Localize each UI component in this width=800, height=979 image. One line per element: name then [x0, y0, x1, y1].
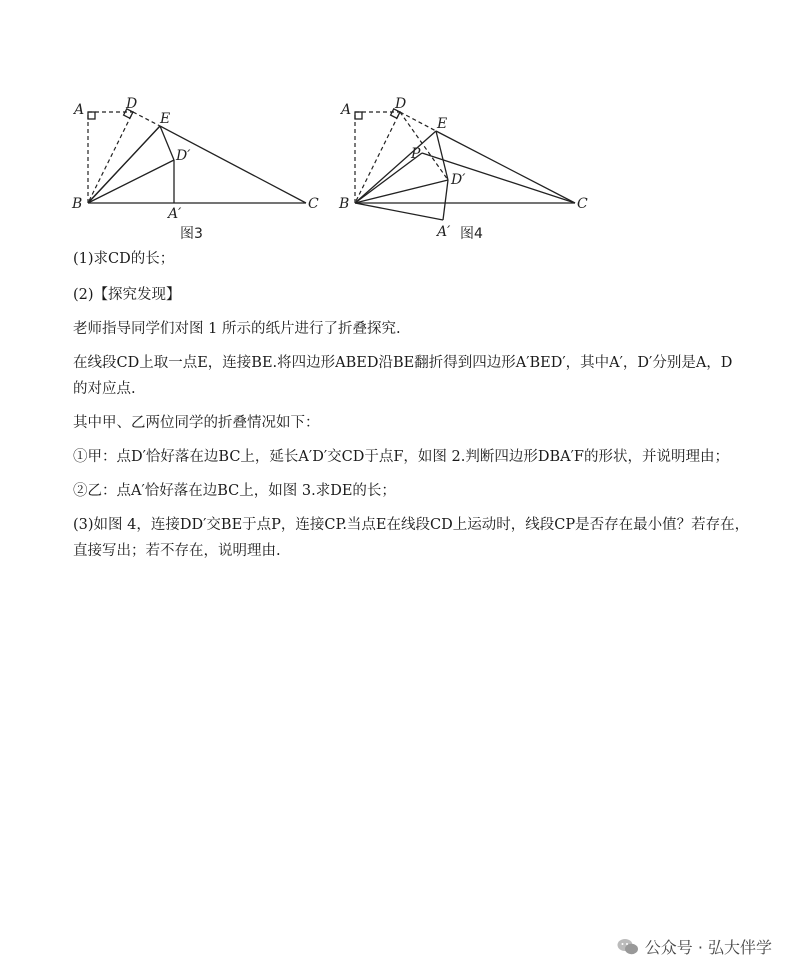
fig4-side-be [355, 131, 436, 203]
fig4-dashed-de [400, 112, 436, 131]
fig3-label-c: C [308, 196, 319, 212]
question-line: 其中甲、乙两位同学的折叠情况如下： [73, 415, 320, 431]
fig4-side-bdp [355, 180, 448, 203]
fig3-label-d: D [126, 96, 138, 112]
question-line: 的对应点. [73, 381, 136, 397]
question-line: 在线段CD上取一点E，连接BE.将四边形ABED沿BE翻折得到四边形A′BED′，其中A′，D′分别是A，D [73, 355, 733, 371]
wechat-watermark [617, 935, 772, 958]
fig4-label-b: B [339, 196, 350, 212]
fig3-side-edp [160, 126, 174, 160]
figure-3 [68, 90, 328, 250]
figure-4 [337, 90, 597, 250]
question-body [73, 246, 753, 564]
figure-3-diagram [68, 90, 328, 250]
fig4-label-aprime: A′ [437, 224, 451, 240]
question-line: ②乙：点A′恰好落在边BC上，如图 3.求DE的长； [73, 483, 396, 499]
question-line: 直接写出；若不存在，说明理由. [73, 543, 281, 559]
fig4-label-c: C [577, 196, 588, 212]
fig4-label-dprime: D′ [451, 172, 466, 188]
watermark-text: 公众号 · 弘大伴学 [644, 938, 772, 957]
fig3-side-ec [160, 126, 306, 203]
fig4-dashed-original [355, 112, 400, 203]
wechat-icon [617, 938, 639, 956]
fig4-right-angle-a [355, 112, 362, 119]
fig3-crease [88, 126, 160, 203]
fig3-caption: 图3 [180, 226, 203, 242]
figure-4-diagram [337, 90, 597, 250]
fig4-label-d: D [395, 96, 407, 112]
fig3-label-a: A [74, 102, 85, 118]
fig4-side-ec [436, 131, 575, 203]
question-line: (1)求CD的长； [73, 251, 175, 267]
fig3-label-dprime: D′ [176, 148, 191, 164]
fig4-side-apdp [443, 180, 448, 220]
fig3-label-aprime: A′ [168, 206, 182, 222]
question-line: ①甲：点D′恰好落在边BC上，延长A′D′交CD于点F，如图 2.判断四边形DBA′F的形状，并说明理由； [73, 449, 729, 465]
fig4-side-dpe [436, 131, 448, 180]
fig4-label-a: A [341, 102, 352, 118]
fig3-side-bdp [88, 160, 174, 203]
question-line: (3)如图 4，连接DD′交BE于点P，连接CP.当点E在线段CD上运动时，线段CP是否存在最小值？若存在， [73, 517, 750, 533]
fig4-label-p: P [411, 146, 421, 162]
fig3-dashed-de [133, 112, 160, 126]
fig3-label-e: E [160, 111, 171, 127]
fig3-right-angle-a [88, 112, 95, 119]
question-line: (2)【探究发现】 [73, 287, 181, 303]
fig3-label-b: B [72, 196, 83, 212]
question-line: 老师指导同学们对图 1 所示的纸片进行了折叠探究. [73, 321, 401, 337]
fig4-caption: 图4 [460, 226, 483, 242]
fig4-side-bap [355, 203, 443, 220]
fig4-label-e: E [437, 116, 448, 132]
fig3-dashed-original [88, 112, 133, 203]
fig4-side-cp [422, 153, 575, 203]
